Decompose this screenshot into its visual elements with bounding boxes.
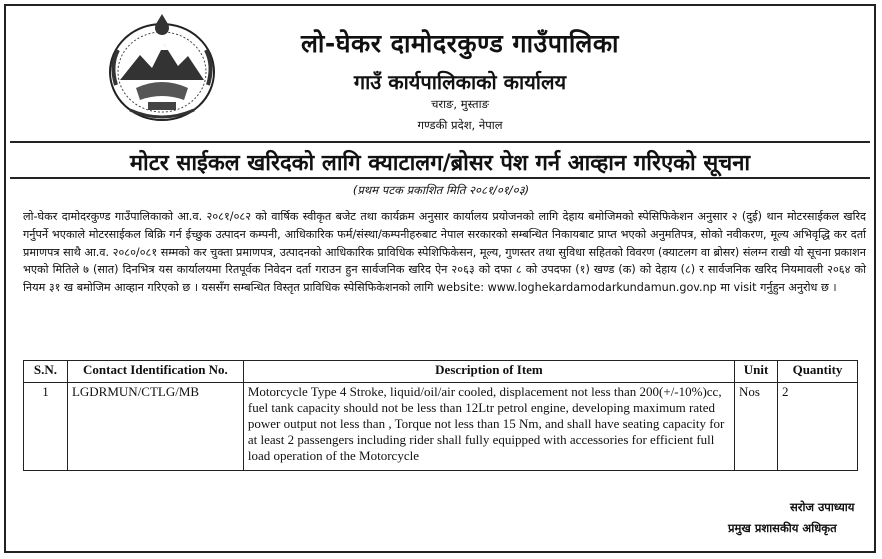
table-header-row bbox=[24, 361, 858, 383]
item-table bbox=[23, 360, 858, 471]
column-header-description: Description of Item bbox=[243, 361, 734, 383]
cell-contact-id: LGDRMUN/CTLG/MB bbox=[67, 383, 243, 471]
notice-title-bar bbox=[10, 141, 870, 179]
office-location: चराङ, मुस्ताङ bbox=[431, 97, 489, 111]
signatory-name: सरोज उपाध्याय bbox=[790, 500, 855, 514]
notice-title: मोटर साईकल खरिदको लागि क्याटालग/ब्रोसर पेश गर्न आव्हान गरिएको सूचना bbox=[129, 151, 751, 176]
cell-quantity: 2 bbox=[778, 383, 858, 471]
column-header-contact-id: Contact Identification No. bbox=[67, 361, 243, 383]
notice-body bbox=[23, 208, 866, 297]
cell-description: Motorcycle Type 4 Stroke, liquid/oil/air cooled, displacement not less than 200(+/-10%)cc, fuel tank capacity should not be less than 12Ltr petrol engine, developing maximum rated power output not less than , Torque not less than 15 Nm, and shall have seating capacity for at least 2 passengers including rider shall fully equipped with accessories for efficient full load operation of the Motorcycle bbox=[243, 383, 734, 471]
cell-sn: 1 bbox=[24, 383, 68, 471]
office-name: गाउँ कार्यपालिकाको कार्यालय bbox=[353, 70, 567, 94]
municipality-name: लो-घेकर दामोदरकुण्ड गाउँपालिका bbox=[300, 29, 620, 58]
notice-paragraph: लो-घेकर दामोदरकुण्ड गाउँपालिकाको आ.व. २०८१/०८२ को वार्षिक स्वीकृत बजेट तथा कार्यक्रम अनुसार कार्यालय प्रयोजनको लागि देहाय बमोजिमको स्पेसिफिकेशन अनुसार २ (दुई) थान मोटरसाईकल खरिद गर्नुपर्ने भएकाले मोटरसाईकल बिक्रि गर्न ईच्छुक उत्पादन कम्पनी, आधिकारिक फर्म/संस्था/कम्पनीहरुबाट नेपाल सरकारको सम्बन्धित निकायबाट प्राप्त भएको अनुमतिपत्र, सोको नवीकरण, मूल्य अभिवृद्धि कर दर्ता प्रमाणपत्र साथै आ.व. २०८०/०८१ सम्मको कर चुक्ता प्रमाणपत्र, उत्पादनको आधिकारिक प्राविधिक स्पेशिफिकेसन, मूल्य, गुणस्तर तथा सुविधा सहितको विवरण (क्याटलग वा ब्रोसर) संलग्न राखी यो सूचना प्रकाशन भएको मितिले ७ (सात) दिनभित्र यस कार्यालयमा रितपूर्वक निवेदन दर्ता गराउन हुन सार्वजनिक खरिद ऐन २०६३ को दफा ८ को उपदफा (१) खण्ड (क) को देहाय (८) र सार्वजनिक खरिद नियमावली २०६४ को नियम ३१ ख बमोजिम आव्हान गरिएको छ । यससँग सम्बन्धित विस्तृत प्राविधिक स्पेसिफिकेशनको लागि website: www.loghekardamodarkundamun.gov.np मा visit गर्नुहुन अनुरोध छ । bbox=[23, 210, 866, 295]
column-header-quantity: Quantity bbox=[778, 361, 858, 383]
column-header-unit: Unit bbox=[735, 361, 778, 383]
publication-date: (प्रथम पटक प्रकाशित मिति २०८१/०१/०३) bbox=[352, 183, 530, 197]
cell-unit: Nos bbox=[735, 383, 778, 471]
table-row bbox=[24, 383, 858, 471]
column-header-sn: S.N. bbox=[24, 361, 68, 383]
signatory-designation: प्रमुख प्रशासकीय अधिकृत bbox=[728, 521, 837, 535]
office-province: गण्डकी प्रदेश, नेपाल bbox=[417, 118, 503, 132]
